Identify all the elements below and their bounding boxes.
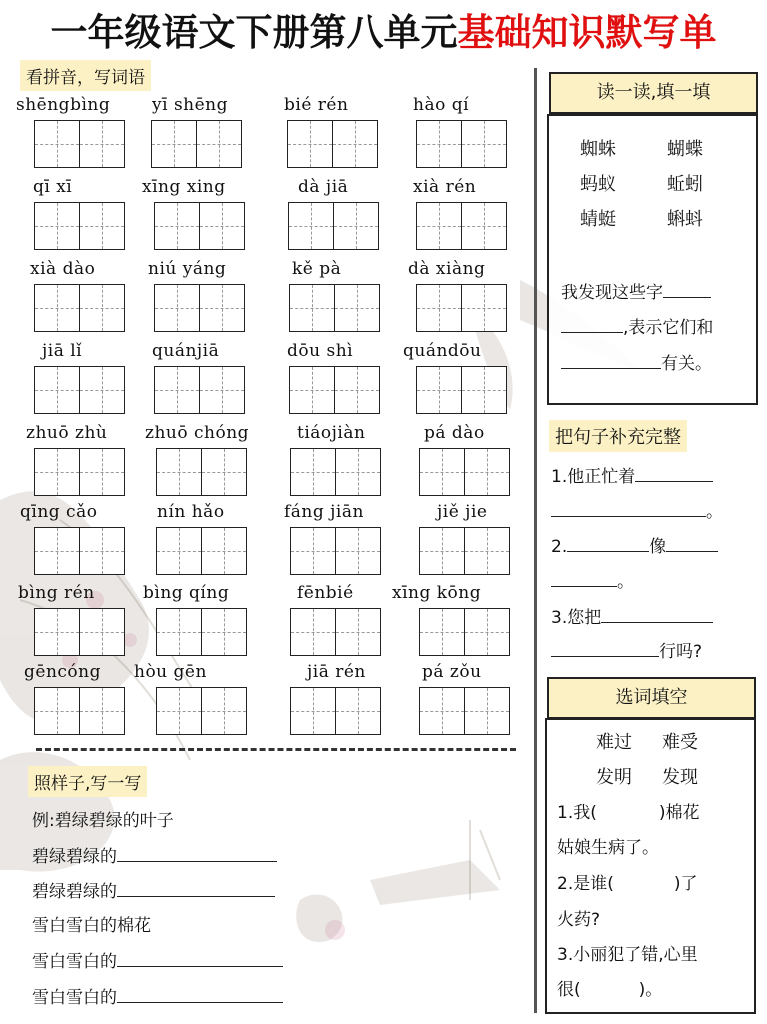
word-1: 蜘蛛 xyxy=(580,139,616,160)
writing-grid[interactable] xyxy=(287,120,378,168)
example-prefix: 碧绿碧绿的 xyxy=(32,882,117,902)
writing-grid[interactable] xyxy=(416,366,507,414)
grid-cell[interactable] xyxy=(199,367,244,413)
pinyin-word: tiáojiàn xyxy=(297,423,366,443)
grid-cell[interactable] xyxy=(157,449,201,495)
pinyin-word: fáng jiān xyxy=(284,502,364,522)
read-line-1-text: 我发现这些字 xyxy=(561,283,663,303)
complete-q1-end: 。 xyxy=(706,502,723,522)
section-divider xyxy=(36,748,516,751)
writing-grid[interactable] xyxy=(156,608,247,656)
answer-blank[interactable] xyxy=(117,880,275,897)
choose-q1-start: 1.我( xyxy=(557,803,597,823)
grid-cell[interactable] xyxy=(35,203,79,249)
grid-cell[interactable] xyxy=(334,367,379,413)
choice-word-1: 难过 xyxy=(596,732,632,753)
complete-q2-line2 xyxy=(551,567,634,592)
complete-q2-end: 。 xyxy=(617,572,634,592)
read-line-2 xyxy=(561,313,713,338)
writing-grid[interactable] xyxy=(34,687,125,735)
writing-grid[interactable] xyxy=(288,202,379,250)
grid-cell[interactable] xyxy=(335,449,380,495)
answer-blank[interactable] xyxy=(551,570,617,587)
choose-q1-line2: 姑娘生病了。 xyxy=(557,838,659,858)
answer-blank[interactable] xyxy=(567,535,649,552)
grid-cell[interactable] xyxy=(335,609,380,655)
writing-grid[interactable] xyxy=(419,687,510,735)
grid-cell[interactable] xyxy=(291,609,335,655)
grid-cell[interactable] xyxy=(461,203,506,249)
section-pinyin-label: 看拼音，写词语 xyxy=(20,60,151,91)
writing-grid[interactable] xyxy=(156,687,247,735)
writing-grid[interactable] xyxy=(34,120,125,168)
grid-cell[interactable] xyxy=(461,367,506,413)
read-line-2-text: ,表示它们和 xyxy=(623,318,714,338)
answer-blank[interactable] xyxy=(551,640,659,657)
pinyin-word: quánjiā xyxy=(152,341,220,361)
grid-cell[interactable] xyxy=(152,121,196,167)
pinyin-word: jiā lǐ xyxy=(42,341,83,361)
pinyin-word: dà jiā xyxy=(298,177,349,197)
panel-choose-heading: 选词填空 xyxy=(547,677,756,719)
writing-grid[interactable] xyxy=(34,366,125,414)
writing-grid[interactable] xyxy=(419,527,510,575)
pinyin-word: qī xī xyxy=(33,177,73,197)
grid-cell[interactable] xyxy=(35,688,79,734)
pinyin-word: shēngbìng xyxy=(16,95,111,115)
pinyin-word: xià dào xyxy=(30,259,96,279)
grid-cell[interactable] xyxy=(332,121,377,167)
page-title xyxy=(0,2,767,56)
pinyin-word: dōu shì xyxy=(287,341,354,361)
word-3: 蚂蚁 xyxy=(580,174,616,195)
word-6: 蝌蚪 xyxy=(667,209,703,230)
pinyin-word: pá zǒu xyxy=(422,662,482,682)
pinyin-word: fēnbié xyxy=(297,583,354,603)
grid-cell[interactable] xyxy=(461,121,506,167)
writing-grid[interactable] xyxy=(34,202,125,250)
example-line-5 xyxy=(32,947,283,972)
answer-blank[interactable] xyxy=(117,950,283,967)
answer-blank[interactable] xyxy=(561,316,623,333)
choose-q2 xyxy=(557,869,698,894)
pinyin-word: gēncóng xyxy=(24,662,101,682)
writing-grid[interactable] xyxy=(416,120,507,168)
choice-word-2: 难受 xyxy=(662,732,698,753)
example-line-4: 雪白雪白的棉花 xyxy=(32,916,151,936)
grid-cell[interactable] xyxy=(35,285,79,331)
grid-cell[interactable] xyxy=(201,528,246,574)
grid-cell[interactable] xyxy=(417,121,461,167)
example-line-6 xyxy=(32,983,283,1008)
choice-word-3: 发明 xyxy=(596,767,632,788)
grid-cell[interactable] xyxy=(155,285,199,331)
word-4: 蚯蚓 xyxy=(667,174,703,195)
grid-cell[interactable] xyxy=(291,528,335,574)
answer-blank[interactable] xyxy=(117,845,277,862)
choose-q2-line2: 火药? xyxy=(557,910,601,930)
pinyin-word: zhuō chóng xyxy=(145,423,250,443)
grid-cell[interactable] xyxy=(333,203,378,249)
writing-grid[interactable] xyxy=(290,608,381,656)
grid-cell[interactable] xyxy=(157,528,201,574)
answer-blank[interactable] xyxy=(635,465,713,482)
writing-grid[interactable] xyxy=(290,687,381,735)
complete-q3-text: 3.您把 xyxy=(551,608,602,628)
complete-q1-text: 1.他正忙着 xyxy=(551,467,636,487)
choose-q1 xyxy=(557,798,700,823)
pinyin-word: pá dào xyxy=(424,423,485,443)
title-highlight: 基础知识默写单 xyxy=(457,11,717,54)
grid-cell[interactable] xyxy=(155,367,199,413)
grid-cell[interactable] xyxy=(196,121,241,167)
grid-cell[interactable] xyxy=(335,528,380,574)
grid-cell[interactable] xyxy=(35,609,79,655)
pinyin-word: bìng rén xyxy=(18,583,95,603)
grid-cell[interactable] xyxy=(464,609,509,655)
grid-cell[interactable] xyxy=(35,367,79,413)
grid-cell[interactable] xyxy=(79,528,124,574)
word-5: 蜻蜓 xyxy=(580,209,616,230)
pinyin-word: hòu gēn xyxy=(134,662,207,682)
writing-grid[interactable] xyxy=(34,527,125,575)
grid-cell[interactable] xyxy=(35,449,79,495)
grid-cell[interactable] xyxy=(464,449,509,495)
writing-grid[interactable] xyxy=(154,202,245,250)
grid-cell[interactable] xyxy=(335,688,380,734)
grid-cell[interactable] xyxy=(464,528,509,574)
answer-blank[interactable] xyxy=(117,986,283,1003)
grid-cell[interactable] xyxy=(420,449,464,495)
answer-blank[interactable] xyxy=(601,606,713,623)
pinyin-word: nín hǎo xyxy=(157,502,225,522)
grid-cell[interactable] xyxy=(420,528,464,574)
grid-cell[interactable] xyxy=(290,285,334,331)
writing-grid[interactable] xyxy=(419,448,510,496)
grid-cell[interactable] xyxy=(334,285,379,331)
grid-cell[interactable] xyxy=(420,609,464,655)
example-prefix: 雪白雪白的 xyxy=(32,988,117,1008)
writing-grid[interactable] xyxy=(416,284,507,332)
pinyin-word: zhuō zhù xyxy=(26,423,108,443)
complete-q2 xyxy=(551,532,718,557)
complete-q3-line2 xyxy=(551,637,702,662)
panel-read-heading: 读一读,填一填 xyxy=(549,72,758,114)
pinyin-word: yī shēng xyxy=(152,95,229,115)
complete-q1 xyxy=(551,462,713,487)
choose-q3-start: 很( xyxy=(557,980,581,1000)
choose-q1-end: )棉花 xyxy=(658,803,700,823)
grid-cell[interactable] xyxy=(199,203,244,249)
pinyin-word: qīng cǎo xyxy=(20,502,98,522)
grid-cell[interactable] xyxy=(201,609,246,655)
choose-q2-end: )了 xyxy=(673,874,698,894)
grid-cell[interactable] xyxy=(417,203,461,249)
grid-cell[interactable] xyxy=(417,367,461,413)
title-main: 一年级语文下册第八单元 xyxy=(50,11,458,54)
read-line-1 xyxy=(561,278,711,303)
pinyin-word: jiā rén xyxy=(307,662,366,682)
grid-cell[interactable] xyxy=(464,688,509,734)
grid-cell[interactable] xyxy=(417,285,461,331)
example-prefix: 碧绿碧绿的 xyxy=(32,847,117,867)
pinyin-word: bìng qíng xyxy=(143,583,230,603)
pinyin-word: xīng kōng xyxy=(392,583,482,603)
writing-grid[interactable] xyxy=(290,448,381,496)
grid-cell[interactable] xyxy=(288,121,332,167)
writing-grid[interactable] xyxy=(289,366,380,414)
grid-cell[interactable] xyxy=(157,609,201,655)
grid-cell[interactable] xyxy=(420,688,464,734)
answer-blank[interactable] xyxy=(561,352,661,369)
grid-cell[interactable] xyxy=(461,285,506,331)
panel-choose xyxy=(545,718,756,1014)
answer-blank[interactable] xyxy=(666,535,718,552)
writing-grid[interactable] xyxy=(154,284,245,332)
read-line-3 xyxy=(561,349,712,374)
grid-cell[interactable] xyxy=(155,203,199,249)
grid-cell[interactable] xyxy=(201,688,246,734)
complete-q2-mid: 像 xyxy=(649,537,667,557)
writing-grid[interactable] xyxy=(154,366,245,414)
word-2: 蝴蝶 xyxy=(667,139,703,160)
choose-q2-start: 2.是谁( xyxy=(557,874,614,894)
grid-cell[interactable] xyxy=(290,367,334,413)
writing-grid[interactable] xyxy=(34,284,125,332)
grid-cell[interactable] xyxy=(35,121,79,167)
writing-grid[interactable] xyxy=(156,527,247,575)
grid-cell[interactable] xyxy=(79,449,124,495)
example-line-3 xyxy=(32,877,275,902)
grid-cell[interactable] xyxy=(291,688,335,734)
example-line-1: 例:碧绿碧绿的叶子 xyxy=(32,811,174,831)
writing-grid[interactable] xyxy=(156,448,247,496)
grid-cell[interactable] xyxy=(79,609,124,655)
column-divider xyxy=(534,68,537,1013)
pinyin-word: niú yáng xyxy=(148,259,227,279)
grid-cell[interactable] xyxy=(289,203,333,249)
answer-blank[interactable] xyxy=(551,500,706,517)
pinyin-word: dà xiàng xyxy=(408,259,486,279)
choice-word-4: 发现 xyxy=(662,767,698,788)
grid-cell[interactable] xyxy=(79,203,124,249)
read-line-3-text: 有关。 xyxy=(661,354,712,374)
complete-q3-end: 行吗? xyxy=(659,642,703,662)
pinyin-word: xīng xing xyxy=(142,177,226,197)
grid-cell[interactable] xyxy=(79,121,124,167)
grid-cell[interactable] xyxy=(199,285,244,331)
pinyin-word: jiě jie xyxy=(437,502,488,522)
writing-grid[interactable] xyxy=(290,527,381,575)
panel-complete-heading: 把句子补充完整 xyxy=(549,420,687,452)
writing-grid[interactable] xyxy=(416,202,507,250)
pinyin-word: bié rén xyxy=(284,95,349,115)
writing-grid[interactable] xyxy=(151,120,242,168)
choose-q3-line2 xyxy=(557,975,662,1000)
section-example-label: 照样子,写一写 xyxy=(28,766,147,797)
grid-cell[interactable] xyxy=(35,528,79,574)
choose-q3-end: )。 xyxy=(638,980,663,1000)
pinyin-word: hào qí xyxy=(413,95,470,115)
grid-cell[interactable] xyxy=(79,688,124,734)
pinyin-word: xià rén xyxy=(413,177,477,197)
grid-cell[interactable] xyxy=(79,367,124,413)
answer-blank[interactable] xyxy=(663,281,711,298)
choose-q3: 3.小丽犯了错,心里 xyxy=(557,945,698,965)
grid-cell[interactable] xyxy=(79,285,124,331)
writing-grid[interactable] xyxy=(34,448,125,496)
complete-q1-line2 xyxy=(551,497,723,522)
example-line-2 xyxy=(32,842,277,867)
grid-cell[interactable] xyxy=(157,688,201,734)
example-prefix: 雪白雪白的 xyxy=(32,952,117,972)
writing-grid[interactable] xyxy=(289,284,380,332)
pinyin-word: quándōu xyxy=(403,341,482,361)
grid-cell[interactable] xyxy=(291,449,335,495)
grid-cell[interactable] xyxy=(201,449,246,495)
complete-q3 xyxy=(551,603,713,628)
complete-q2-num: 2. xyxy=(551,537,568,557)
writing-grid[interactable] xyxy=(34,608,125,656)
pinyin-word: kě pà xyxy=(292,259,342,279)
writing-grid[interactable] xyxy=(419,608,510,656)
